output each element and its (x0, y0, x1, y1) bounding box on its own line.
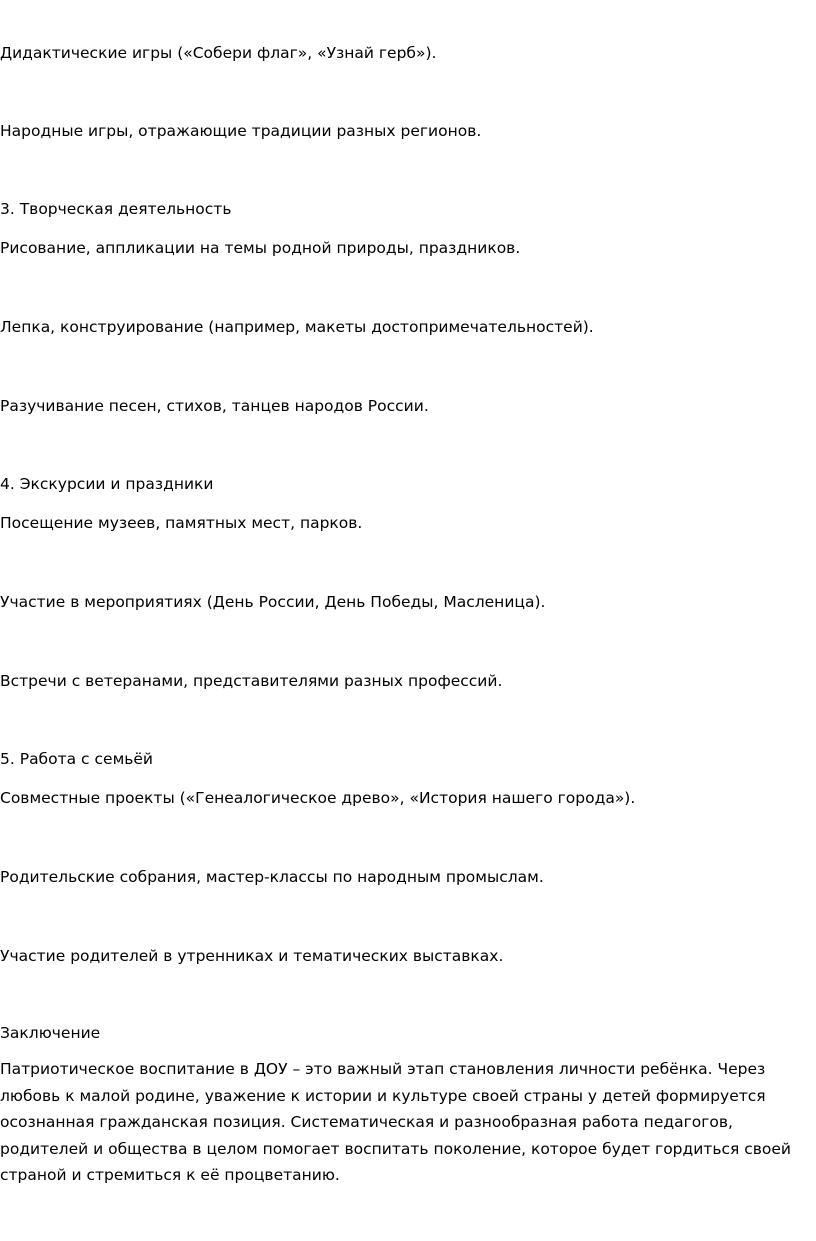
text-line-veterans: Встречи с ветеранами, представителями разных профессий. (0, 672, 503, 690)
text-line-modeling: Лепка, конструирование (например, макеты достопримечательностей). (0, 318, 594, 336)
text-line-parent-participation: Участие родителей в утренниках и тематических выставках. (0, 947, 504, 965)
text-line-joint-projects: Совместные проекты («Генеалогическое древо», «История нашего города»). (0, 789, 636, 807)
section-heading-family-work: 5. Работа с семьёй (0, 750, 154, 768)
text-line-events: Участие в мероприятиях (День России, День Победы, Масленица). (0, 593, 546, 611)
text-line-songs: Разучивание песен, стихов, танцев народов России. (0, 397, 429, 415)
section-heading-creative-activity: 3. Творческая деятельность (0, 200, 232, 218)
text-line-parent-meetings: Родительские собрания, мастер-классы по народным промыслам. (0, 868, 544, 886)
text-line-drawing: Рисование, аппликации на темы родной природы, праздников. (0, 239, 521, 257)
conclusion-paragraph: Патриотическое воспитание в ДОУ – это важный этап становления личности ребёнка. Через любовь к малой родине, уважение к истории и культуре своей страны у детей формируется осознанная гражданская позиция. Систематическая и разнообразная работа педагогов, родителей и общества в целом помогает воспитать поколение, которое будет гордиться своей страной и стремиться к её процветанию. (0, 1060, 791, 1184)
text-line-folk-games: Народные игры, отражающие традиции разных регионов. (0, 122, 482, 140)
text-line-museums: Посещение музеев, памятных мест, парков. (0, 514, 363, 532)
text-line-didactic-games: Дидактические игры («Собери флаг», «Узнай герб»). (0, 44, 437, 62)
section-heading-excursions: 4. Экскурсии и праздники (0, 475, 214, 493)
section-heading-conclusion: Заключение (0, 1024, 101, 1042)
